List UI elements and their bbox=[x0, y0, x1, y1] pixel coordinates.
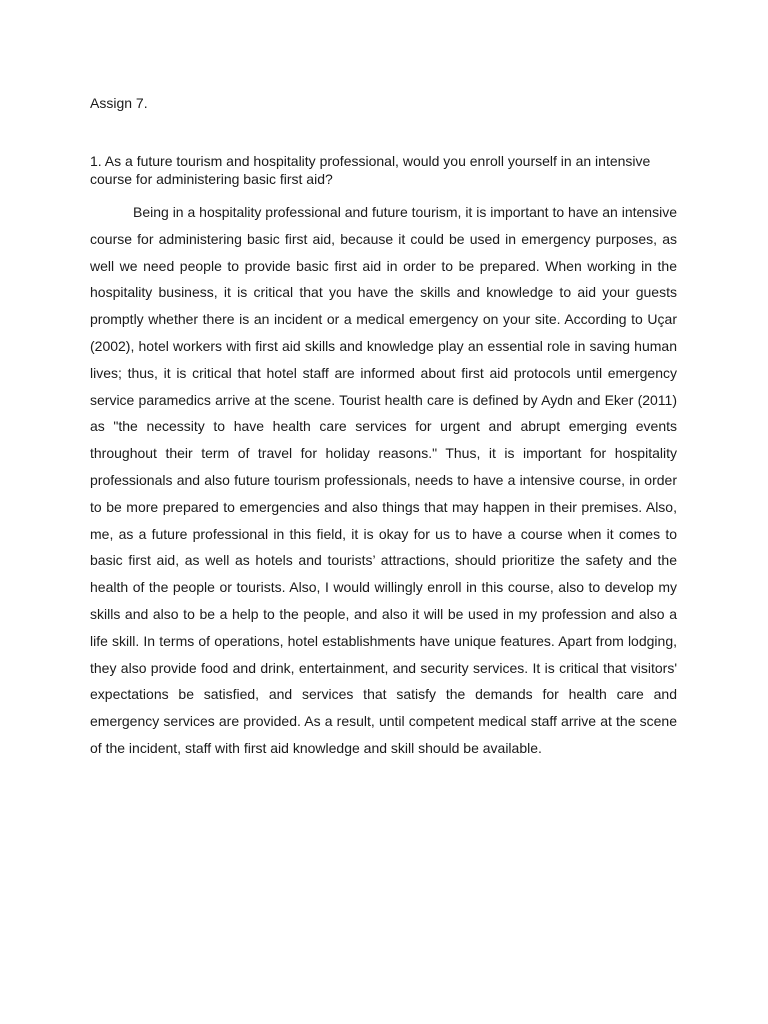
answer-paragraph: Being in a hospitality professional and future tourism, it is important to have an intensive course for administering basic first aid, because it could be used in emergency purposes, as well we need people to provide basic first aid in order to be prepared. When working in the hospitality business, it is critical that you have the skills and knowledge to aid your guests promptly whether there is an incident or a medical emergency on your site. According to Uçar (2002), hotel workers with first aid skills and knowledge play an essential role in saving human lives; thus, it is critical that hotel staff are informed about first aid protocols until emergency service paramedics arrive at the scene. Tourist health care is defined by Aydn and Eker (2011) as "the necessity to have health care services for urgent and abrupt emerging events throughout their term of travel for holiday reasons." Thus, it is important for hospitality professionals and also future tourism professionals, needs to have a intensive course, in order to be more prepared to emergencies and also things that may happen in their premises. Also, me, as a future professional in this field, it is okay for us to have a course when it comes to basic first aid, as well as hotels and tourists’ attractions, should prioritize the safety and the health of the people or tourists. Also, I would willingly enroll in this course, also to develop my skills and also to be a help to the people, and also it will be used in my profession and also a life skill. In terms of operations, hotel establishments have unique features. Apart from lodging, they also provide food and drink, entertainment, and security services. It is critical that visitors' expectations be satisfied, and services that satisfy the demands for health care and emergency services are provided. As a result, until competent medical staff arrive at the scene of the incident, staff with first aid knowledge and skill should be available. bbox=[90, 204, 677, 756]
assignment-heading: Assign 7. bbox=[90, 95, 148, 111]
question-text: 1. As a future tourism and hospitality professional, would you enroll yourself in an intensive course for administering basic first aid? bbox=[90, 153, 651, 187]
